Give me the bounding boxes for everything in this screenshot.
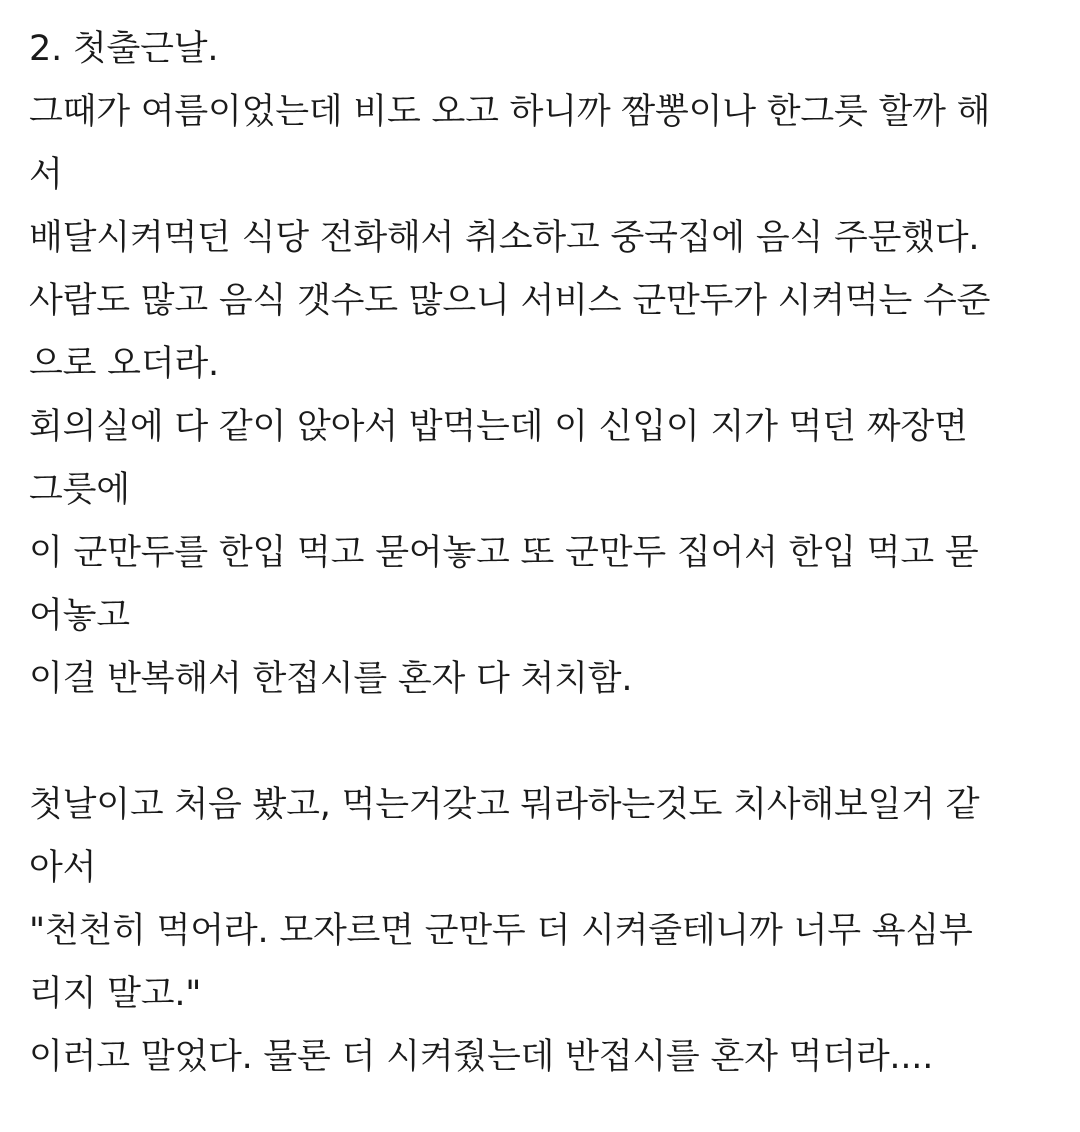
text-line: 서 bbox=[29, 155, 63, 195]
text-line: 첫날이고 처음 봤고, 먹는거갖고 뭐라하는것도 치사해보일거 같 bbox=[29, 785, 980, 825]
text-line: 아서 bbox=[29, 848, 97, 888]
text-line: 사람도 많고 음식 갯수도 많으니 서비스 군만두가 시켜먹는 수준 bbox=[29, 281, 991, 321]
text-line: 그릇에 bbox=[29, 470, 130, 510]
text-line: 그때가 여름이었는데 비도 오고 하니까 짬뽕이나 한그릇 할까 해 bbox=[29, 92, 991, 132]
text-line: 2. 첫출근날. bbox=[29, 29, 219, 69]
text-line: 이 군만두를 한입 먹고 묻어놓고 또 군만두 집어서 한입 먹고 묻 bbox=[29, 533, 979, 573]
post-body bbox=[29, 18, 1059, 1089]
text-line: 배달시켜먹던 식당 전화해서 취소하고 중국집에 음식 주문했다. bbox=[29, 218, 980, 258]
text-line: 이걸 반복해서 한접시를 혼자 다 처치함. bbox=[29, 659, 633, 699]
text-line: 으로 오더라. bbox=[29, 344, 219, 384]
text-line: 회의실에 다 같이 앉아서 밥먹는데 이 신입이 지가 먹던 짜장면 bbox=[29, 407, 968, 447]
text-line: 리지 말고." bbox=[29, 974, 202, 1014]
text-line: 이러고 말었다. 물론 더 시켜줬는데 반접시를 혼자 먹더라.... bbox=[29, 1037, 934, 1077]
paragraph-gap bbox=[29, 711, 1059, 774]
text-line: 어놓고 bbox=[29, 596, 130, 636]
text-line: "천천히 먹어라. 모자르면 군만두 더 시켜줄테니까 너무 욕심부 bbox=[29, 911, 973, 951]
